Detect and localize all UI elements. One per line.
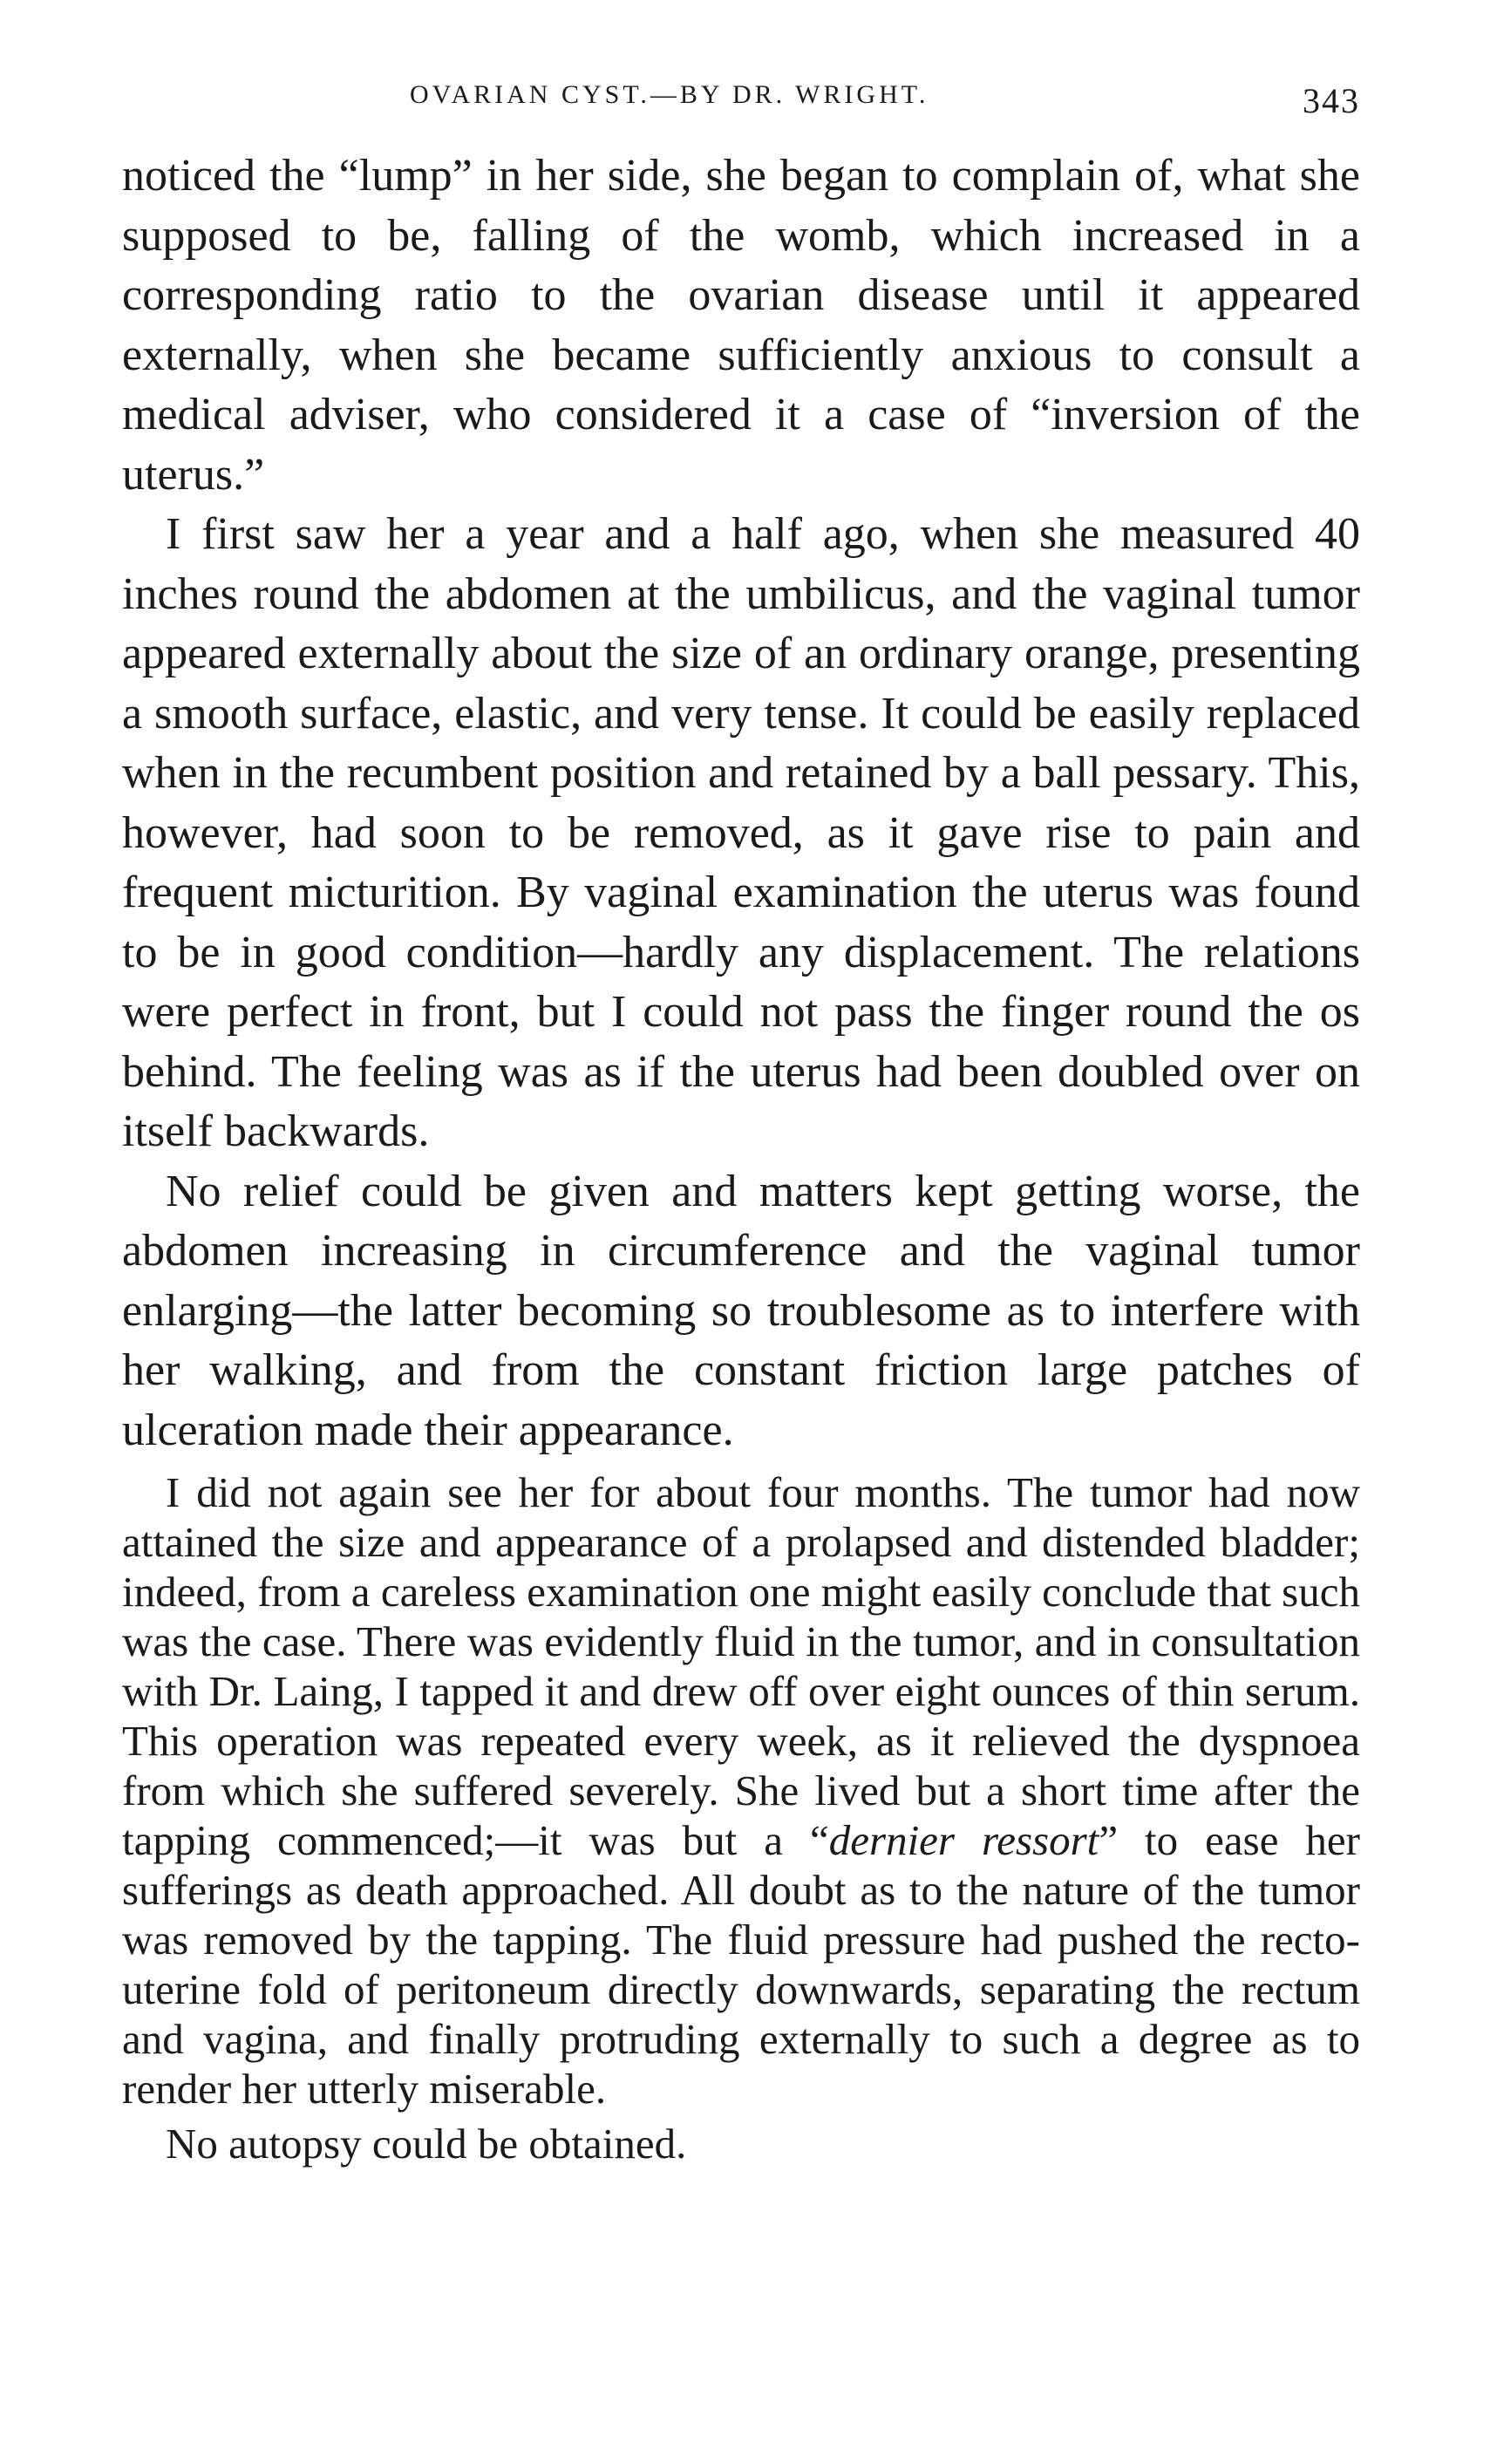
page-number: 343 [1303, 81, 1360, 120]
paragraph-closing: No autopsy could be obtained. [166, 2120, 687, 2168]
paragraph-tapping-part-2: ” to ease her sufferings as death approached. All doubt as to the nature of the tumor was removed by the tapping. The fluid pressure had pushed the recto-uterine fold of peritoneum directly downwards, separating the rectum and vagina, and finally protruding externally to such a degree as to render her utterly miserable. [122, 1816, 1360, 2113]
paragraph-tapping-part-1: I did not again see her for about four months. The tumor had now attained the size and appearance of a prolapsed and distended bladder; indeed, from a careless examination one might easily conclude that such was the case. There was evidently fluid in the tumor, and in consultation with Dr. Laing, I tapped it and drew off over eight ounces of thin serum. This operation was repeated every week, as it relieved the dyspnoea from which she suffered severely. She lived but a short time after the tapping commenced;—it was but a “ [122, 1468, 1360, 1864]
paragraph-first-visit: I first saw her a year and a half ago, when she measured 40 inches round the abdomen at the umbilicus, and the vaginal tumor appeared externally about the size of an ordinary orange, presenting a smooth surface, elastic, and very tense. It could be easily replaced when in the recumbent position and retained by a ball pessary. This, however, had soon to be removed, as it gave rise to pain and frequent micturition. By vaginal examination the uterus was found to be in good condition—hardly any displacement. The relations were perfect in front, but I could not pass the finger round the os behind. The feeling was as if the uterus had been doubled over on itself backwards. [122, 509, 1360, 1156]
paragraph-no-relief: No relief could be given and matters kept getting worse, the abdomen increasing in circumference and the vaginal tumor enlarging—the latter becoming so troublesome as to interfere with her walking, and from the constant friction large patches of ulceration made their appearance. [122, 1166, 1360, 1455]
body-text [122, 146, 1360, 2168]
text-block-large [122, 146, 1360, 1460]
paragraph-tapping [122, 1467, 1360, 2113]
text-block-small [122, 1467, 1360, 2168]
running-header [122, 80, 1360, 133]
italic-phrase: dernier ressort [828, 1816, 1099, 1864]
paragraph-continued: noticed the “lump” in her side, she began to complain of, what she supposed to be, falling of the womb, which increased in a corresponding ratio to the ovarian disease until it appeared externally, when she became sufficiently anxious to consult a medical adviser, who considered it a case of “inversion of the uterus.” [122, 151, 1360, 500]
running-title: OVARIAN CYST.—BY DR. WRIGHT. [410, 80, 929, 109]
